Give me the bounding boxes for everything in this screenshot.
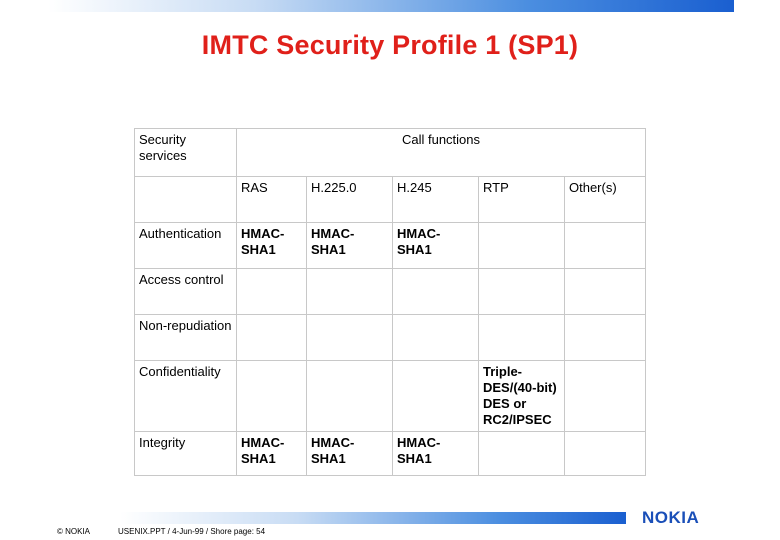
table-cell	[479, 269, 565, 315]
table-cell: Triple-DES/(40-bit) DES or RC2/IPSEC	[479, 361, 565, 432]
header-empty	[135, 177, 237, 223]
row-label: Non-repudiation	[135, 315, 237, 361]
table-row	[135, 432, 646, 476]
column-header: Other(s)	[565, 177, 646, 223]
table-cell	[565, 269, 646, 315]
header-call-functions: Call functions	[237, 129, 646, 177]
table-cell	[479, 315, 565, 361]
row-label: Authentication	[135, 223, 237, 269]
table-row	[135, 315, 646, 361]
bottom-gradient-bar	[120, 512, 626, 524]
table-cell	[565, 432, 646, 476]
table-row	[135, 223, 646, 269]
row-label: Integrity	[135, 432, 237, 476]
table-cell: HMAC-SHA1	[237, 223, 307, 269]
footer-info: USENIX.PPT / 4-Jun-99 / Shore page: 54	[118, 527, 266, 536]
footer-copyright: © NOKIA	[57, 527, 91, 536]
table-cell: HMAC-SHA1	[237, 432, 307, 476]
table-cell: HMAC-SHA1	[307, 223, 393, 269]
table-cell	[237, 361, 307, 432]
column-header: H.225.0	[307, 177, 393, 223]
table-cell	[237, 269, 307, 315]
table-cell	[393, 361, 479, 432]
column-header: H.245	[393, 177, 479, 223]
table-cell	[565, 361, 646, 432]
table-cell: HMAC-SHA1	[307, 432, 393, 476]
table-cell	[307, 315, 393, 361]
table-row	[135, 361, 646, 432]
nokia-logo: NOKIA	[642, 508, 700, 527]
table-cell: HMAC-SHA1	[393, 223, 479, 269]
column-header: RTP	[479, 177, 565, 223]
table-cell	[479, 432, 565, 476]
table-cell: HMAC-SHA1	[393, 432, 479, 476]
table-cell	[565, 223, 646, 269]
column-header: RAS	[237, 177, 307, 223]
table-cell	[307, 361, 393, 432]
table-cell	[237, 315, 307, 361]
table-row	[135, 269, 646, 315]
table-cell	[393, 269, 479, 315]
table-cell	[479, 223, 565, 269]
top-gradient-bar	[48, 0, 734, 12]
security-services-table	[134, 128, 646, 476]
header-security-services: Security services	[135, 129, 237, 177]
slide-title: IMTC Security Profile 1 (SP1)	[201, 30, 579, 60]
table-cell	[307, 269, 393, 315]
table-cell	[565, 315, 646, 361]
table-cell	[393, 315, 479, 361]
row-label: Confidentiality	[135, 361, 237, 432]
row-label: Access control	[135, 269, 237, 315]
